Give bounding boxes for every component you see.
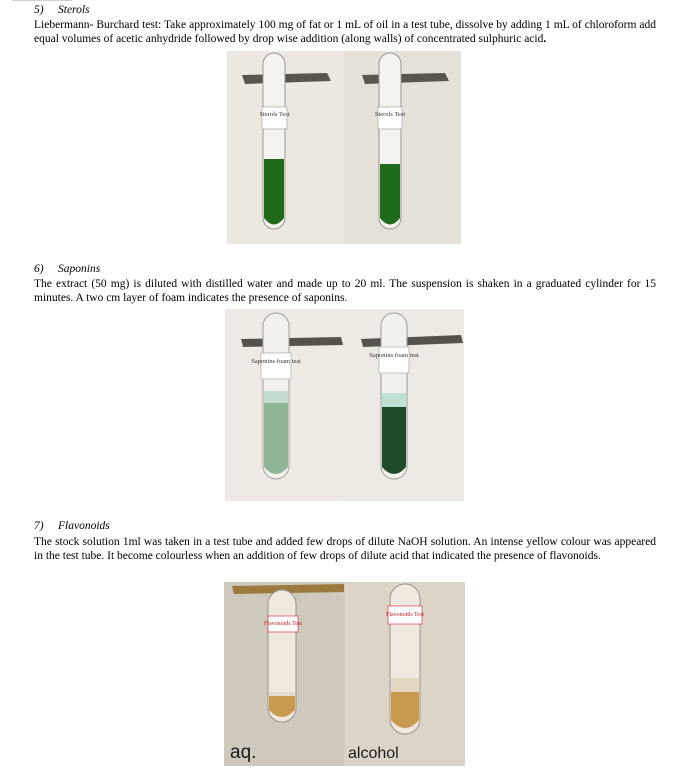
liquid-surface-left [269,692,295,696]
section-text-saponins: The extract (50 mg) is diluted with distilled water and made up to 20 ml. The suspension is shaken in a graduated cylinder for 15 minutes. A two cm layer of foam indicates the presence of saponins. [34,278,656,305]
liquid-right [380,164,400,225]
sterols-figure [227,51,461,244]
saponins-figure [225,309,464,501]
liquid-left [264,403,288,474]
section-title: Sterols [58,4,90,16]
text-part-bold: . [543,33,547,46]
tube-label-text: Saponins foam test [251,358,301,365]
caption-aq: aq. [230,742,257,763]
section-text-sterols [34,18,656,47]
tube-label-text: Flavonoids Test [264,621,302,627]
tube-label-text: Saponins foam test [369,352,419,359]
caption-alcohol: alcohol [348,745,399,762]
section-number: 6) [34,263,44,275]
liquid-surface-right [391,678,419,692]
liquid-left [264,159,284,225]
section-title: Flavonoids [58,520,110,532]
section-text-flavonoids: The stock solution 1ml was taken in a test tube and added few drops of dilute NaOH solution. An intense yellow colour was appeared in the test tube. It become colourless when an addition of few drops of dilute acid that indicated the presence of flavonoids. [34,536,656,563]
section-heading-sterols [34,4,90,17]
top-rule [12,0,72,1]
flavonoids-photo [224,582,465,766]
sterols-photo [227,51,461,244]
liquid-right [391,692,419,728]
tube-label-text: Flavonoids Test [386,612,424,618]
section-number: 5) [34,4,44,16]
tube-label-text: Sterols Test [259,111,290,118]
section-heading-saponins [34,263,100,276]
section-title: Saponins [58,263,101,275]
saponins-photo [225,309,464,501]
tube-label-right [379,347,409,373]
flavonoids-figure [224,582,465,766]
text-part: Liebermann- Burchard test: Take approximately 100 mg of fat or 1 mL of oil in a test tube, dissolve by adding 1 mL of chloroform add equal volumes of acetic anhydride followed by drop wise addition (along walls) of concentrated sulphuric acid [34,19,656,46]
foam-right [382,393,406,407]
tube-label-text: Sterols Test [374,111,406,118]
section-number: 7) [34,520,44,532]
foam-left [264,391,288,403]
section-heading-flavonoids [34,520,110,533]
liquid-right [382,407,406,474]
tube-label-left [261,353,291,379]
